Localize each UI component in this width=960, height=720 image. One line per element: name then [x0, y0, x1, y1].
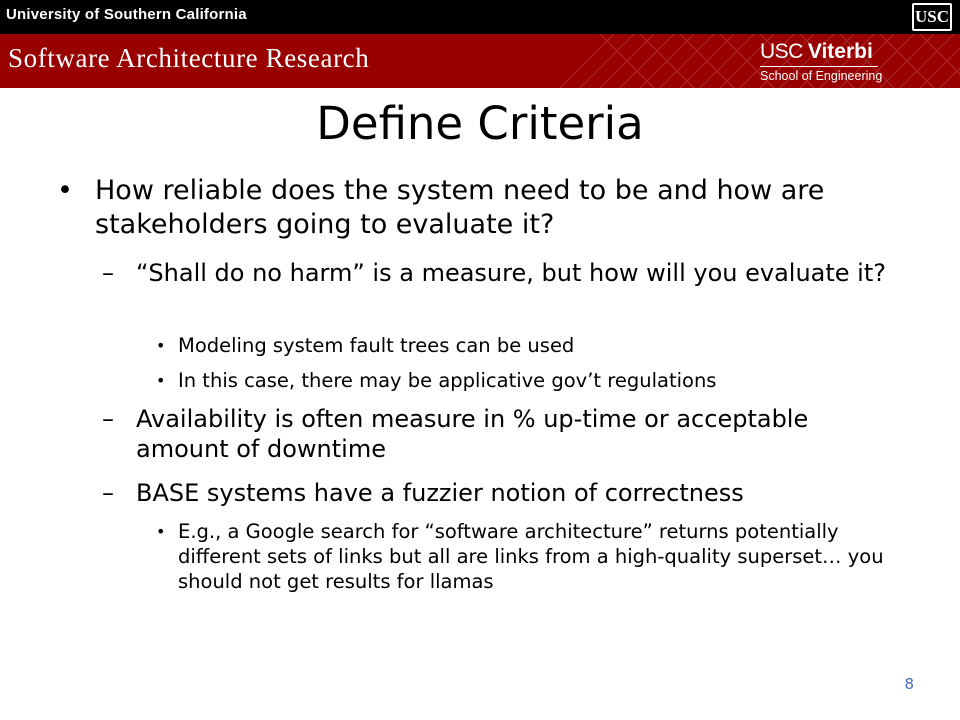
bullet-level3: Modeling system fault trees can be used: [178, 334, 575, 357]
bullet-marker: •: [156, 522, 166, 541]
usc-logo: USC: [912, 3, 952, 31]
bullet-level3: E.g., a Google search for “software architecture” returns potentially different sets of links but all are links from a high-quality superset… you should not get results for llamas: [178, 520, 884, 593]
viterbi-logo-usc: USC: [760, 40, 803, 63]
research-group-name: Software Architecture Research: [8, 43, 370, 73]
bullet-level2: “Shall do no harm” is a measure, but how will you evaluate it?: [136, 259, 886, 287]
dash-marker: –: [102, 479, 114, 507]
bullet-level3: In this case, there may be applicative gov’t regulations: [178, 369, 717, 392]
page-number: 8: [904, 675, 914, 693]
bullet-marker: •: [57, 175, 73, 206]
bullet-marker: •: [156, 371, 166, 390]
dash-marker: –: [102, 259, 114, 287]
bullet-level2: Availability is often measure in % up-time or acceptable amount of downtime: [136, 405, 809, 463]
bullet-marker: •: [156, 336, 166, 355]
viterbi-logo-name: Viterbi: [807, 40, 873, 63]
bullet-level1: How reliable does the system need to be and how are stakeholders going to evaluate it?: [95, 175, 825, 240]
university-name: University of Southern California: [6, 6, 247, 23]
dash-marker: –: [102, 405, 114, 433]
slide-title: Define Criteria: [316, 97, 644, 150]
viterbi-logo-school: School of Engineering: [760, 69, 883, 83]
bullet-level2: BASE systems have a fuzzier notion of correctness: [136, 479, 744, 507]
